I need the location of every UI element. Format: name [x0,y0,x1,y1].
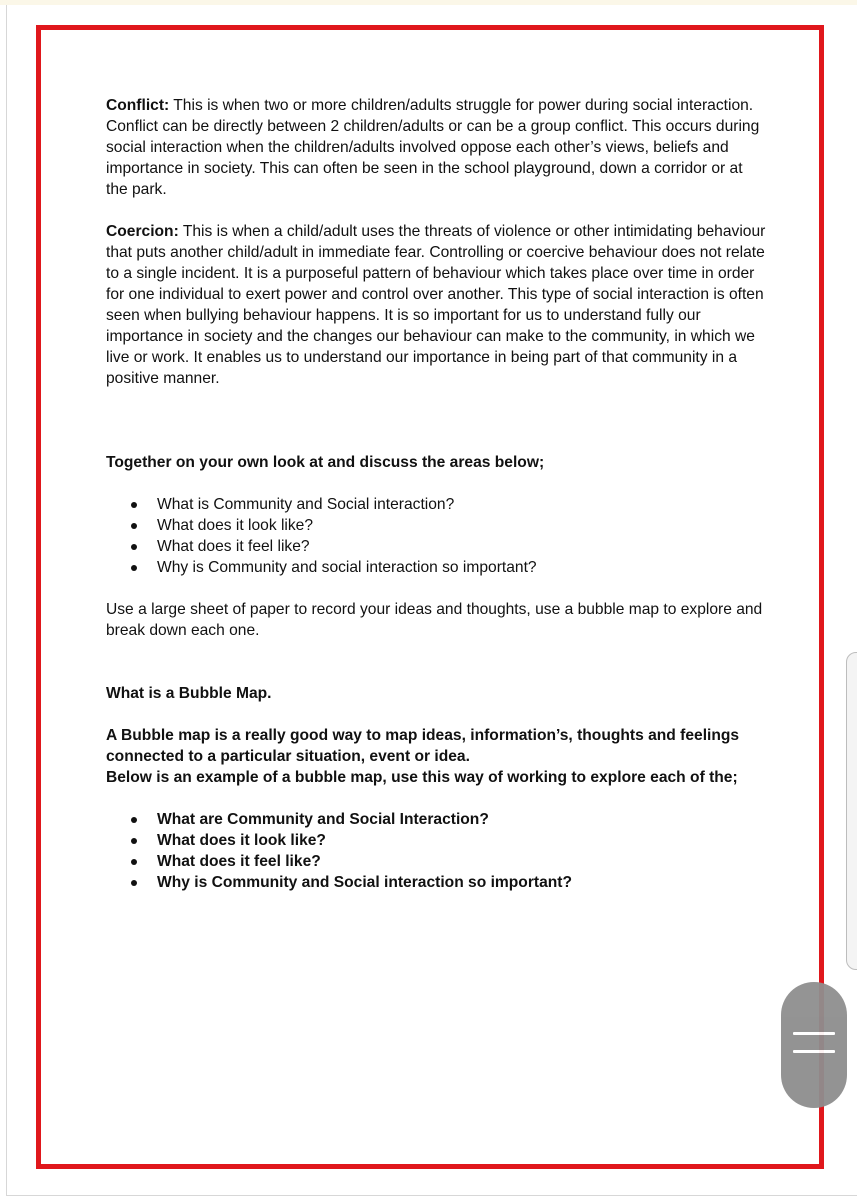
bullet-icon [131,502,137,508]
document-body [106,95,766,893]
page-edge-bottom [6,1195,857,1196]
list-item: What is Community and Social interaction? [106,494,766,515]
coercion-text: This is when a child/adult uses the threats of violence or other intimidating behaviour that puts another child/adult in immediate fear. Controlling or coercive behaviour does not relate to a single incident. It is a purposeful pattern of behaviour which takes place over time in order for one individual to exert power and control over another. This type of social interaction is often seen when bullying behaviour happens. It is so important for us to understand fully our importance in society and the changes our behaviour can make to the community, in which we live or work. It enables us to understand our importance in being part of that community in a positive manner. [106,223,766,387]
conflict-paragraph [106,95,766,200]
list-item: What does it feel like? [106,851,766,872]
scroll-handle[interactable] [781,982,847,1108]
bubble-map-example: Below is an example of a bubble map, use this way of working to explore each of the; [106,769,738,786]
bullet-icon [131,817,137,823]
conflict-term: Conflict: [106,97,170,114]
list-item: What are Community and Social Interaction? [106,809,766,830]
coercion-paragraph [106,221,766,389]
list-item: Why is Community and social interaction so important? [106,557,766,578]
instruction-paragraph: Use a large sheet of paper to record your ideas and thoughts, use a bubble map to explore and break down each one. [106,601,763,639]
conflict-text: This is when two or more children/adults struggle for power during social interaction. Conflict can be directly between 2 children/adults or can be a group conflict. This occurs during social interaction when the children/adults involved oppose each other’s views, beliefs and importance in society. This can often be seen in the school playground, down a corridor or at the park. [106,97,760,198]
bubble-map-description: A Bubble map is a really good way to map ideas, information’s, thoughts and feelings connected to a particular situation, event or idea. [106,727,740,765]
bullet-icon [131,859,137,865]
task-list [106,494,766,578]
bubble-map-heading: What is a Bubble Map. [106,685,272,702]
grip-line-icon [793,1032,835,1035]
list-item: Why is Community and Social interaction so important? [106,872,766,893]
bullet-icon [131,838,137,844]
coercion-term: Coercion: [106,223,179,240]
list-item: What does it look like? [106,515,766,536]
bullet-icon [131,565,137,571]
bullet-icon [131,544,137,550]
top-strip [0,0,857,5]
list-item: What does it feel like? [106,536,766,557]
bullet-icon [131,880,137,886]
grip-line-icon [793,1050,835,1053]
bullet-icon [131,523,137,529]
page-edge [6,5,7,1195]
list-item: What does it look like? [106,830,766,851]
task-heading: Together on your own look at and discuss the areas below; [106,454,545,471]
side-panel-tab[interactable] [846,652,857,970]
bubble-list [106,809,766,893]
